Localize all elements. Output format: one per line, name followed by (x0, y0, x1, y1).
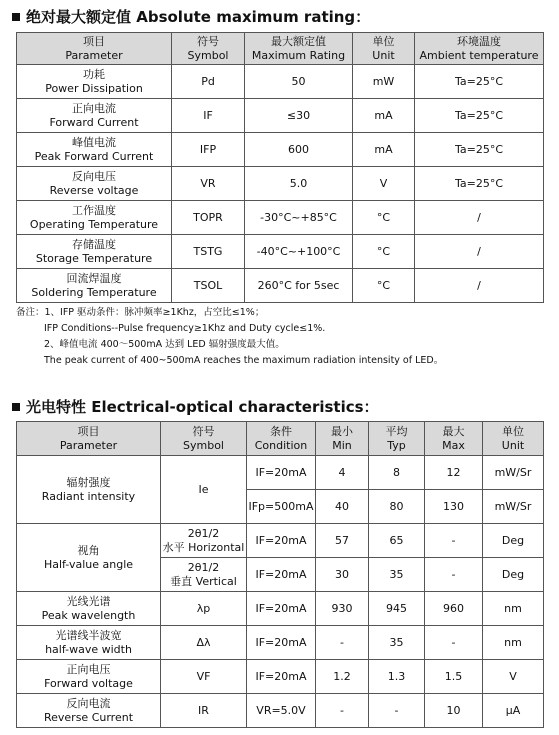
unit-cell: Deg (483, 558, 544, 592)
ambient-cell: Ta=25°C (415, 167, 544, 201)
symbol-cell: 2θ1/2 垂直 Vertical (161, 558, 247, 592)
max-cell: - (425, 558, 483, 592)
symbol-cell: IR (161, 694, 247, 728)
min-cell: 930 (316, 592, 369, 626)
min-cell: 40 (316, 490, 369, 524)
rating-cell: -40°C~+100°C (245, 235, 353, 269)
unit-cell: °C (353, 201, 415, 235)
max-cell: 12 (425, 456, 483, 490)
max-cell: 960 (425, 592, 483, 626)
table-row (17, 99, 544, 133)
table-row (17, 626, 544, 660)
min-cell: - (316, 626, 369, 660)
min-cell: 4 (316, 456, 369, 490)
parameter-cell: 光谱线半波宽 half-wave width (17, 626, 161, 660)
max-cell: - (425, 524, 483, 558)
abs-header-row (17, 33, 544, 65)
abs-max-table (16, 32, 544, 303)
square-bullet-icon (12, 13, 20, 21)
table-row (17, 660, 544, 694)
ambient-cell: Ta=25°C (415, 99, 544, 133)
table-row (17, 65, 544, 99)
condition-cell: IFp=500mA (247, 490, 316, 524)
condition-cell: IF=20mA (247, 592, 316, 626)
condition-cell: IF=20mA (247, 660, 316, 694)
eo-title: 光电特性 Electrical-optical characteristics： (26, 398, 379, 416)
eo-table (16, 421, 544, 728)
table-row (17, 167, 544, 201)
table-row (17, 592, 544, 626)
unit-cell: mW/Sr (483, 490, 544, 524)
parameter-cell: 正向电流 Forward Current (17, 99, 172, 133)
symbol-cell: IF (172, 99, 245, 133)
rating-cell: 50 (245, 65, 353, 99)
unit-cell: nm (483, 626, 544, 660)
table-row (17, 524, 544, 558)
square-bullet-icon (12, 403, 20, 411)
eo-header-cell: 条件 Condition (247, 422, 316, 456)
condition-cell: IF=20mA (247, 558, 316, 592)
notes-block (16, 305, 443, 369)
table-row (17, 133, 544, 167)
abs-header-cell: 单位 Unit (353, 33, 415, 65)
min-cell: 1.2 (316, 660, 369, 694)
eo-header-row (17, 422, 544, 456)
ambient-cell: / (415, 235, 544, 269)
min-cell: 57 (316, 524, 369, 558)
condition-cell: IF=20mA (247, 626, 316, 660)
note-line: 备注：1、IFP 驱动条件：脉冲频率≥1Khz，占空比≤1%； (16, 307, 265, 318)
eo-header-cell: 平均 Typ (369, 422, 425, 456)
max-cell: 1.5 (425, 660, 483, 694)
condition-cell: IF=20mA (247, 456, 316, 490)
rating-cell: -30°C~+85°C (245, 201, 353, 235)
ambient-cell: Ta=25°C (415, 65, 544, 99)
parameter-cell: 反向电流 Reverse Current (17, 694, 161, 728)
typ-cell: 35 (369, 558, 425, 592)
symbol-cell: IFP (172, 133, 245, 167)
symbol-cell: TSOL (172, 269, 245, 303)
eo-header-cell: 单位 Unit (483, 422, 544, 456)
parameter-cell: 光线光谱 Peak wavelength (17, 592, 161, 626)
rating-cell: ≤30 (245, 99, 353, 133)
unit-cell: V (353, 167, 415, 201)
unit-cell: mA (353, 133, 415, 167)
typ-cell: 65 (369, 524, 425, 558)
max-cell: 130 (425, 490, 483, 524)
parameter-cell: 视角 Half-value angle (17, 524, 161, 592)
abs-header-cell: 符号 Symbol (172, 33, 245, 65)
rating-cell: 5.0 (245, 167, 353, 201)
table-row (17, 235, 544, 269)
parameter-cell: 存储温度 Storage Temperature (17, 235, 172, 269)
typ-cell: - (369, 694, 425, 728)
note-line: 2、峰值电流 400～500mA 达到 LED 辐射强度最大值。 (44, 339, 285, 350)
rating-cell: 600 (245, 133, 353, 167)
abs-max-heading (12, 6, 370, 27)
symbol-cell: TSTG (172, 235, 245, 269)
symbol-cell: λp (161, 592, 247, 626)
unit-cell: °C (353, 235, 415, 269)
table-row (17, 456, 544, 490)
min-cell: - (316, 694, 369, 728)
ambient-cell: / (415, 269, 544, 303)
unit-cell: mW (353, 65, 415, 99)
eo-header-cell: 最大 Max (425, 422, 483, 456)
typ-cell: 1.3 (369, 660, 425, 694)
symbol-cell: Δλ (161, 626, 247, 660)
table-row (17, 269, 544, 303)
typ-cell: 8 (369, 456, 425, 490)
unit-cell: μA (483, 694, 544, 728)
symbol-cell: Pd (172, 65, 245, 99)
max-cell: 10 (425, 694, 483, 728)
rating-cell: 260°C for 5sec (245, 269, 353, 303)
symbol-cell: VR (172, 167, 245, 201)
symbol-cell: Ie (161, 456, 247, 524)
parameter-cell: 峰值电流 Peak Forward Current (17, 133, 172, 167)
eo-header-cell: 项目 Parameter (17, 422, 161, 456)
unit-cell: °C (353, 269, 415, 303)
unit-cell: Deg (483, 524, 544, 558)
parameter-cell: 正向电压 Forward voltage (17, 660, 161, 694)
min-cell: 30 (316, 558, 369, 592)
eo-header-cell: 最小 Min (316, 422, 369, 456)
abs-header-cell: 环境温度 Ambient temperature (415, 33, 544, 65)
table-row (17, 201, 544, 235)
symbol-cell: TOPR (172, 201, 245, 235)
typ-cell: 945 (369, 592, 425, 626)
unit-cell: nm (483, 592, 544, 626)
symbol-cell: VF (161, 660, 247, 694)
typ-cell: 80 (369, 490, 425, 524)
note-line: The peak current of 400~500mA reaches the maximum radiation intensity of LED。 (44, 355, 444, 366)
typ-cell: 35 (369, 626, 425, 660)
unit-cell: V (483, 660, 544, 694)
parameter-cell: 辐射强度 Radiant intensity (17, 456, 161, 524)
unit-cell: mW/Sr (483, 456, 544, 490)
eo-header-cell: 符号 Symbol (161, 422, 247, 456)
max-cell: - (425, 626, 483, 660)
condition-cell: IF=20mA (247, 524, 316, 558)
parameter-cell: 回流焊温度 Soldering Temperature (17, 269, 172, 303)
symbol-cell: 2θ1/2 水平 Horizontal (161, 524, 247, 558)
abs-header-cell: 最大额定值 Maximum Rating (245, 33, 353, 65)
table-row (17, 694, 544, 728)
unit-cell: mA (353, 99, 415, 133)
parameter-cell: 功耗 Power Dissipation (17, 65, 172, 99)
abs-max-title: 绝对最大额定值 Absolute maximum rating： (26, 8, 371, 26)
eo-heading (12, 396, 379, 417)
abs-header-cell: 项目 Parameter (17, 33, 172, 65)
ambient-cell: Ta=25°C (415, 133, 544, 167)
ambient-cell: / (415, 201, 544, 235)
note-line: IFP Conditions--Pulse frequency≥1Khz and Duty cycle≤1%. (44, 323, 326, 334)
parameter-cell: 反向电压 Reverse voltage (17, 167, 172, 201)
parameter-cell: 工作温度 Operating Temperature (17, 201, 172, 235)
condition-cell: VR=5.0V (247, 694, 316, 728)
